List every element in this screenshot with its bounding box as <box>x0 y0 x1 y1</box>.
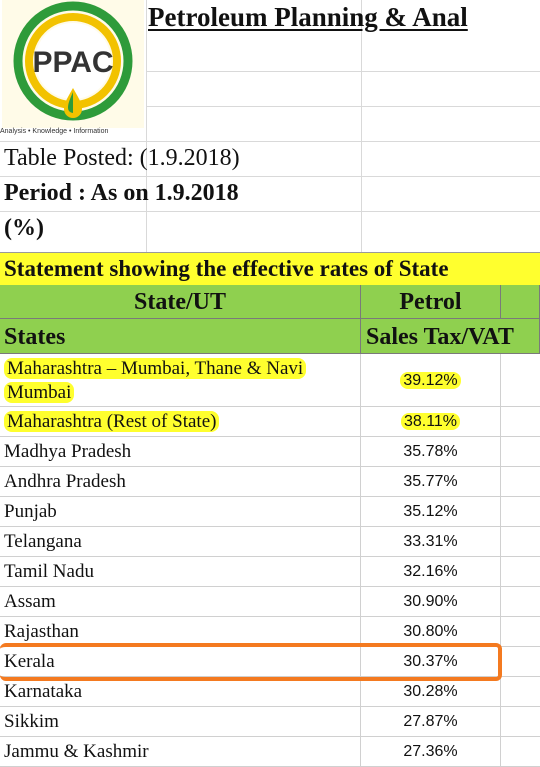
next-cell <box>501 737 540 766</box>
table-row <box>0 437 540 467</box>
vat-value: 35.77% <box>361 467 501 496</box>
state-name: Maharashtra – Mumbai, Thane & Navi Mumbai <box>4 358 306 403</box>
gridline <box>146 71 540 72</box>
state-name: Karnataka <box>0 677 361 706</box>
table-row <box>0 407 540 437</box>
period-label: Period : As on 1.9.2018 <box>4 180 239 206</box>
next-cell <box>501 497 540 526</box>
column-header-petrol: Petrol <box>361 285 501 319</box>
vat-value: 30.90% <box>361 587 501 616</box>
gridline <box>146 0 147 252</box>
vat-cell <box>361 354 501 406</box>
vat-value: 27.36% <box>361 737 501 766</box>
column-header-state: State/UT <box>0 285 361 319</box>
next-cell <box>501 587 540 616</box>
next-cell <box>501 677 540 706</box>
gridline <box>361 0 362 252</box>
vat-value: 33.31% <box>361 527 501 556</box>
next-cell <box>501 467 540 496</box>
next-cell <box>501 557 540 586</box>
state-name: Madhya Pradesh <box>0 437 361 466</box>
gridline <box>0 141 540 142</box>
state-name: Sikkim <box>0 707 361 736</box>
logo-text: PPAC <box>32 46 114 79</box>
vat-value: 30.37% <box>361 647 501 676</box>
table-row <box>0 467 540 497</box>
state-name: Assam <box>0 587 361 616</box>
state-name: Andhra Pradesh <box>0 467 361 496</box>
gridline <box>146 106 540 107</box>
gridline <box>0 211 540 212</box>
next-cell <box>501 407 540 436</box>
table-posted-date: Table Posted: (1.9.2018) <box>4 145 240 171</box>
next-cell <box>501 647 540 676</box>
state-name: Telangana <box>0 527 361 556</box>
state-name: Punjab <box>0 497 361 526</box>
unit-label: (%) <box>4 215 44 241</box>
next-cell <box>501 617 540 646</box>
next-cell <box>501 527 540 556</box>
ppac-logo <box>2 0 144 138</box>
subheader-sales-tax: Sales Tax/VAT <box>361 319 540 354</box>
statement-text: Statement showing the effective rates of State <box>4 256 449 281</box>
logo-tagline: Analysis • Knowledge • Information <box>0 128 109 135</box>
vat-value: 39.12% <box>400 372 460 389</box>
statement-banner <box>0 252 540 286</box>
table-row <box>0 647 540 677</box>
vat-value: 32.16% <box>361 557 501 586</box>
state-name: Maharashtra (Rest of State) <box>4 411 219 432</box>
table-row <box>0 527 540 557</box>
state-cell <box>0 407 361 436</box>
next-cell <box>501 354 540 406</box>
table-row <box>0 497 540 527</box>
vat-cell <box>361 407 501 436</box>
vat-value: 35.12% <box>361 497 501 526</box>
table-row <box>0 587 540 617</box>
table-row <box>0 354 540 407</box>
next-cell <box>501 437 540 466</box>
table-row <box>0 677 540 707</box>
state-cell <box>0 354 361 406</box>
state-name: Kerala <box>0 647 361 676</box>
vat-value: 38.11% <box>401 413 460 430</box>
vat-value: 30.80% <box>361 617 501 646</box>
vat-value: 27.87% <box>361 707 501 736</box>
table-row <box>0 737 540 767</box>
state-name: Tamil Nadu <box>0 557 361 586</box>
vat-value: 30.28% <box>361 677 501 706</box>
state-name: Jammu & Kashmir <box>0 737 361 766</box>
table-row <box>0 707 540 737</box>
gridline <box>0 176 540 177</box>
vat-value: 35.78% <box>361 437 501 466</box>
page-title: Petroleum Planning & Anal <box>148 2 468 32</box>
state-name: Rajasthan <box>0 617 361 646</box>
column-header-next <box>501 285 540 319</box>
next-cell <box>501 707 540 736</box>
subheader-states: States <box>0 319 361 354</box>
table-row <box>0 557 540 587</box>
table-row <box>0 617 540 647</box>
